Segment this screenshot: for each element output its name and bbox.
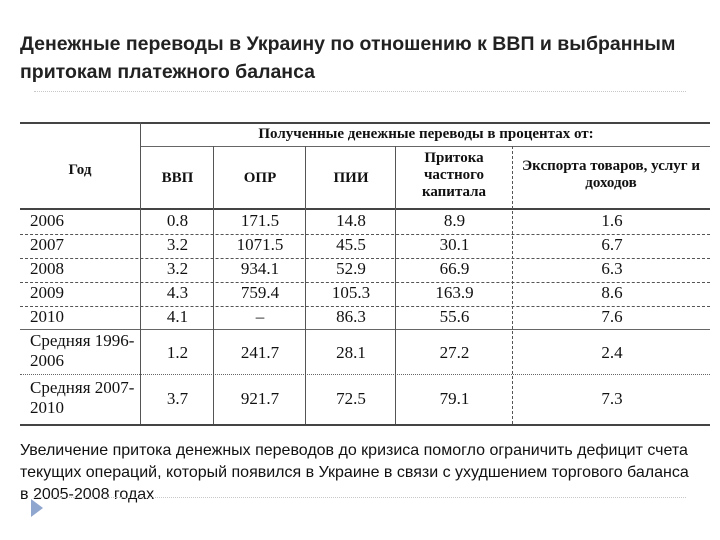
slide-note: Увеличение притока денежных переводов до кризиса помогло ограничить дефицит счета текущих операций, который появился в Украине в связи с ухудшением торгового баланса в 2005-2008 годах <box>20 442 689 503</box>
cell-private-capital: 27.2 <box>439 343 470 362</box>
cell-exports: 1.6 <box>601 211 623 230</box>
cell-exports: 6.3 <box>601 259 623 278</box>
cell-exports: 7.6 <box>601 307 623 326</box>
row-divider <box>20 329 710 330</box>
cell-exports: 6.7 <box>601 235 623 254</box>
column-divider <box>140 122 141 424</box>
cell-exports: 8.6 <box>601 283 623 302</box>
row-year: 2008 <box>30 259 64 278</box>
cell-oda: 759.4 <box>240 283 280 302</box>
column-header-gdp: ВВП <box>161 170 194 186</box>
column-header-exports: Экспорта товаров, услуг и доходов <box>522 158 700 191</box>
header-bottom-border <box>20 208 710 210</box>
cell-gdp: 3.2 <box>166 235 189 254</box>
remittances-table <box>20 122 710 426</box>
cell-gdp: 1.2 <box>166 343 189 362</box>
cell-exports: 2.4 <box>601 343 623 362</box>
cell-gdp: 3.2 <box>166 259 189 278</box>
cell-fdi: 28.1 <box>336 343 366 362</box>
group-header: Полученные денежные переводы в процентах от: <box>258 126 594 142</box>
column-divider <box>305 146 306 424</box>
column-divider <box>512 146 513 424</box>
row-year: Средняя 2007-2010 <box>30 378 135 417</box>
table-bottom-border <box>20 424 710 426</box>
cell-fdi: 52.9 <box>336 259 366 278</box>
cell-gdp: 4.1 <box>166 307 189 326</box>
cell-gdp: 4.3 <box>166 283 189 302</box>
cell-oda: – <box>255 307 265 326</box>
cell-oda: 921.7 <box>240 389 280 408</box>
cell-private-capital: 66.9 <box>439 259 470 278</box>
footer-divider <box>34 497 686 498</box>
play-arrow-icon <box>31 499 43 517</box>
cell-oda: 171.5 <box>240 211 280 230</box>
row-year: 2006 <box>30 211 64 230</box>
cell-fdi: 105.3 <box>331 283 371 302</box>
column-header-oda: ОПР <box>243 170 277 186</box>
cell-fdi: 45.5 <box>336 235 366 254</box>
cell-oda: 934.1 <box>240 259 280 278</box>
row-year: 2009 <box>30 283 64 302</box>
column-header-private-capital: Притока частного капитала <box>421 150 487 200</box>
cell-fdi: 72.5 <box>336 389 366 408</box>
row-divider <box>20 374 710 375</box>
cell-fdi: 86.3 <box>336 307 366 326</box>
title-divider <box>34 91 686 92</box>
column-divider <box>395 146 396 424</box>
cell-gdp: 0.8 <box>166 211 189 230</box>
group-header-rule <box>140 146 710 147</box>
cell-private-capital: 79.1 <box>439 389 470 408</box>
cell-oda: 241.7 <box>240 343 280 362</box>
cell-oda: 1071.5 <box>236 235 284 254</box>
table-top-border <box>20 122 710 124</box>
cell-gdp: 3.7 <box>166 389 189 408</box>
cell-private-capital: 55.6 <box>439 307 470 326</box>
column-header-fdi: ПИИ <box>333 170 369 186</box>
column-header-year: Год <box>68 162 92 178</box>
cell-private-capital: 30.1 <box>439 235 470 254</box>
slide-title: Денежные переводы в Украину по отношению к ВВП и выбранным притокам платежного баланса <box>20 33 676 83</box>
cell-private-capital: 8.9 <box>443 211 466 230</box>
cell-exports: 7.3 <box>601 389 623 408</box>
cell-private-capital: 163.9 <box>435 283 474 302</box>
row-year: 2010 <box>30 307 64 326</box>
row-year: 2007 <box>30 235 64 254</box>
column-divider <box>213 146 214 424</box>
row-year: Средняя 1996-2006 <box>30 331 135 370</box>
cell-fdi: 14.8 <box>336 211 366 230</box>
